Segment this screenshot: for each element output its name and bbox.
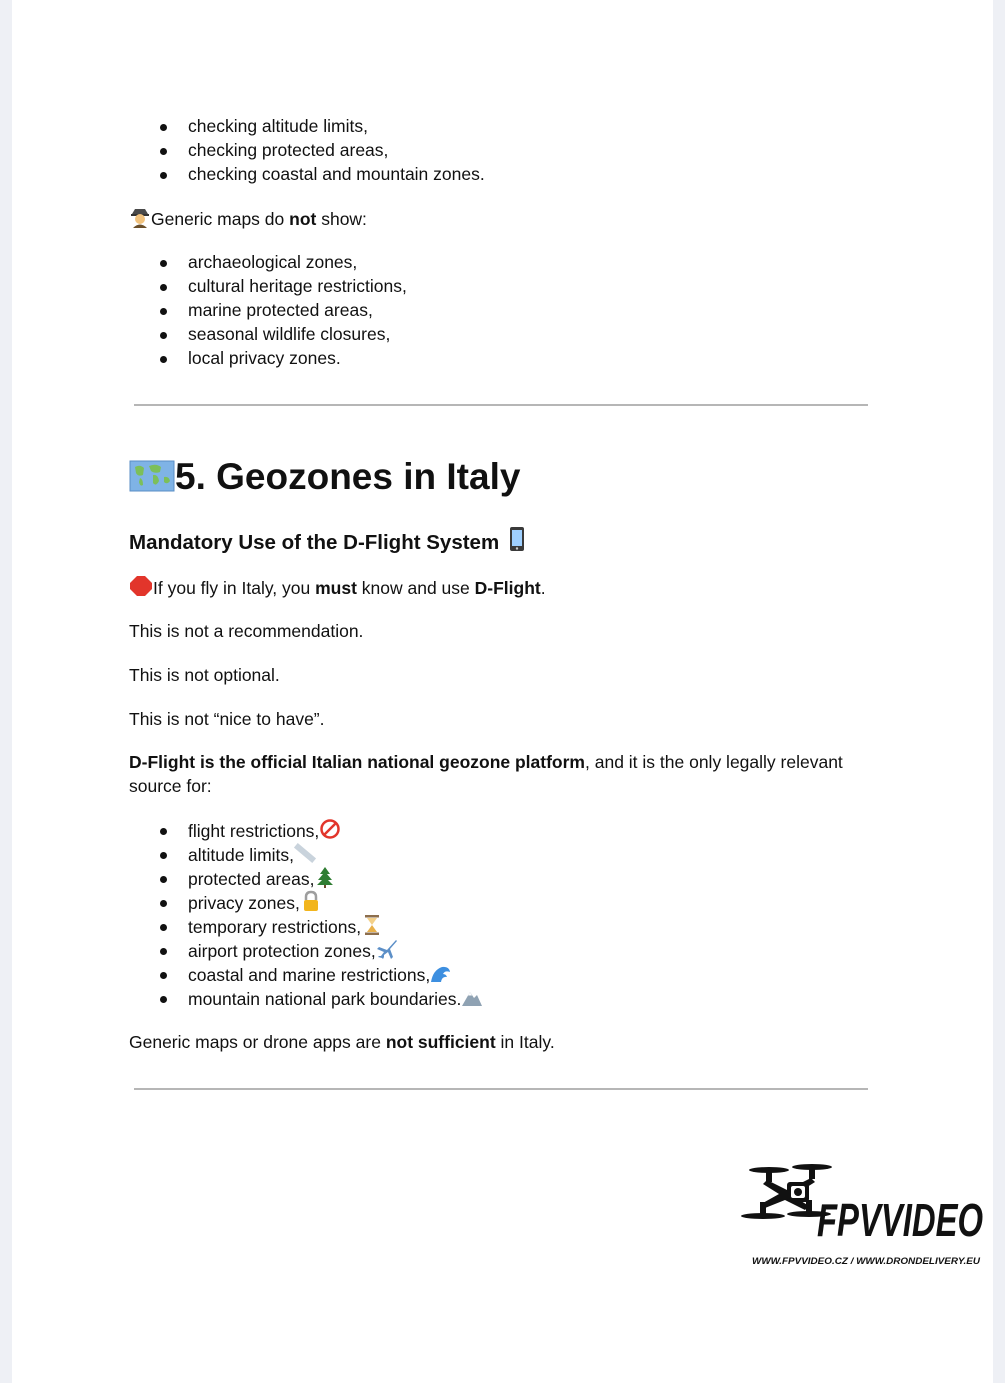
generic-maps-missing-list: [129, 250, 407, 370]
mobile-phone-icon: [509, 526, 525, 552]
dflight-rest: , and it is the only legally relevant source for:: [129, 752, 843, 796]
statement-optional: This is not optional.: [129, 665, 280, 685]
generic-maps-text-end: show:: [316, 209, 367, 229]
list-item: [129, 818, 483, 842]
world-map-icon: [129, 459, 175, 493]
list-item-text: temporary restrictions,: [188, 917, 362, 937]
list-item: [129, 962, 483, 986]
list-item-text: airport protection zones,: [188, 941, 376, 961]
closing-emphasis: not sufficient: [385, 1032, 496, 1052]
list-item-text: flight restrictions,: [188, 821, 320, 841]
logo-brand: FPVVIDEO: [817, 1194, 984, 1246]
list-item: [129, 842, 483, 866]
dflight-bold: D-Flight is the official Italian national geozone platform: [129, 752, 585, 772]
list-item-text: coastal and marine restrictions,: [188, 965, 431, 985]
closing-text-end: in Italy.: [495, 1032, 555, 1052]
tree-icon: [314, 866, 336, 888]
fpvvideo-logo: [739, 1158, 984, 1270]
generic-maps-line: [129, 206, 367, 231]
section-heading: [129, 453, 520, 501]
list-item: checking coastal and mountain zones.: [129, 162, 485, 186]
list-item: seasonal wildlife closures,: [129, 322, 407, 346]
list-item: cultural heritage restrictions,: [129, 274, 407, 298]
dflight-sources-list: [129, 818, 483, 1010]
airplane-icon: [376, 938, 398, 960]
list-item: archaeological zones,: [129, 250, 407, 274]
list-item-text: altitude limits,: [188, 845, 295, 865]
dflight-paragraph: [129, 750, 881, 798]
hourglass-icon: [361, 914, 383, 936]
list-item-text: privacy zones,: [188, 893, 300, 913]
detective-icon: [129, 206, 151, 228]
list-item: [129, 938, 483, 962]
altitude-checks-list: [129, 114, 485, 186]
generic-maps-emphasis: not: [289, 209, 317, 229]
section-divider: [134, 404, 868, 406]
italy-text: If you fly in Italy, you: [153, 578, 316, 598]
italy-must-line: [129, 575, 546, 600]
list-item: [129, 866, 483, 890]
wave-icon: [430, 962, 452, 984]
closing-text: Generic maps or drone apps are: [129, 1032, 386, 1052]
generic-maps-text: Generic maps do: [151, 209, 290, 229]
list-item: [129, 914, 483, 938]
list-item: checking altitude limits,: [129, 114, 485, 138]
statement-recommendation: This is not a recommendation.: [129, 621, 364, 641]
statement-nice-to-have: This is not “nice to have”.: [129, 709, 325, 729]
closing-line: [129, 1030, 555, 1054]
stop-sign-icon: [129, 575, 153, 597]
section-title: 5. Geozones in Italy: [175, 456, 521, 497]
list-item-text: mountain national park boundaries.: [188, 989, 462, 1009]
lock-icon: [300, 890, 322, 912]
logo-urls: WWW.FPVVIDEO.CZ / WWW.DRONDELIVERY.EU: [752, 1256, 981, 1266]
italy-dflight: D-Flight: [474, 578, 541, 598]
ruler-icon: [294, 842, 316, 864]
no-entry-icon: [319, 818, 341, 840]
subtitle-text: Mandatory Use of the D-Flight System: [129, 531, 500, 554]
italy-must: must: [315, 578, 357, 598]
section-subtitle: [129, 526, 525, 557]
italy-text-mid: know and use: [356, 578, 475, 598]
list-item: [129, 986, 483, 1010]
list-item: [129, 890, 483, 914]
list-item: local privacy zones.: [129, 346, 407, 370]
mountain-icon: [461, 986, 483, 1008]
section-divider: [134, 1088, 868, 1090]
list-item: marine protected areas,: [129, 298, 407, 322]
list-item-text: protected areas,: [188, 869, 315, 889]
list-item: checking protected areas,: [129, 138, 485, 162]
document-page: [12, 0, 993, 1383]
italy-text-end: .: [540, 578, 546, 598]
